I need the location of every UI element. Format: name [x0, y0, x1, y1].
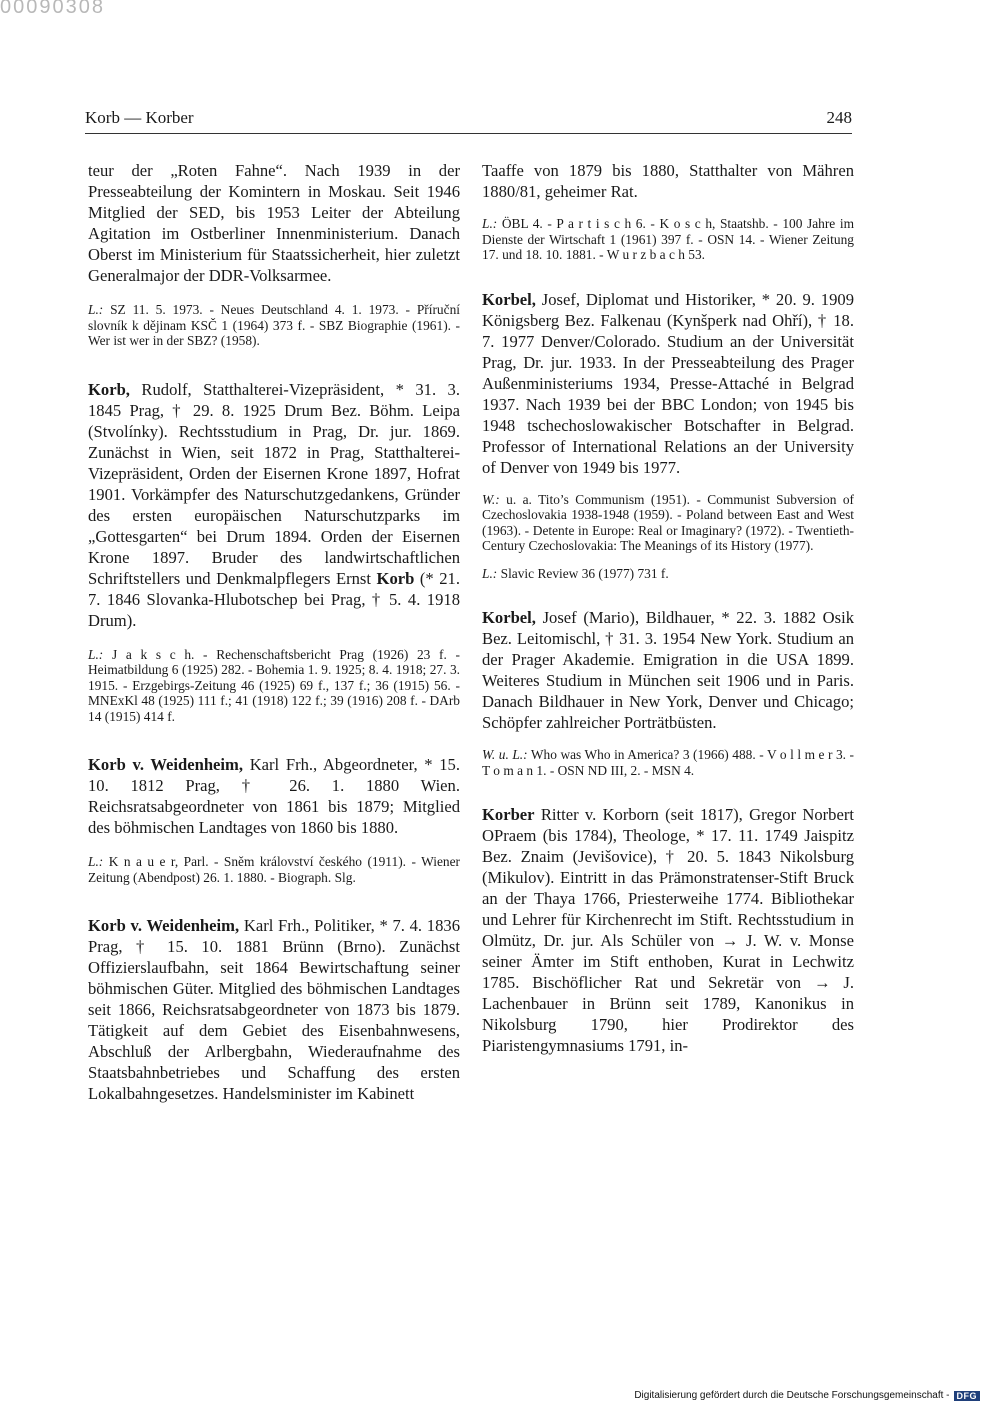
left-column	[88, 160, 460, 1104]
works-text: u. a. Tito’s Communism (1951). - Communist Subversion of Czechoslovakia 1938-1948 (1959). - Poland between East and West (1963). - Detente in Europe: Real or Imaginary? (1972). - Twentieth-Century Czechoslovakia: The Meanings of its History (1977).	[482, 491, 854, 553]
reference-block	[88, 302, 460, 349]
ref-label: L.:	[482, 565, 498, 581]
paragraph: teur der „Roten Fahne“. Nach 1939 in der Presseabteilung der Komintern in Moskau. Seit 1946 Mitglied der SED, bis 1953 Leiter der Abteilung Agitation im Ostberliner Innenministerium. Danach Oberst im Ministerium für Staatssicherheit, hier zuletzt Generalmajor der DDR-Volksarmee.	[88, 161, 460, 285]
ref-text: J a k s c h. - Rechenschaftsbericht Prag (1926) 23 f. - Heimatbildung 6 (1925) 282. - Bohemia 1. 9. 1925; 8. 4. 1918; 27. 3. 1915. - Erzgebirgs-Zeitung 46 (1925) 69 f., 137 f.; 36 (1915) 56. - MNExKl 48 (1925) 111 f.; 41 (1918) 122 f.; 39 (1916) 208 f. - DArb 14 (1915) 414 f.	[88, 646, 460, 724]
header-title: Korb — Korber	[85, 108, 194, 127]
entry-text: Josef (Mario), Bildhauer, * 22. 3. 1882 Osik Bez. Leitomischl, † 31. 3. 1954 New York. Studium an der Prager Akademie. Emigration in die USA 1899. Weiteres Studium in München seit 1906 und in Paris. Danach Bildhauer in New York, Denver und Chicago; Schöpfer zahlreicher Porträtbüsten.	[482, 608, 854, 732]
header-rule	[85, 133, 852, 134]
archive-stamp: 00090308	[0, 0, 105, 18]
entry-korb-rudolf	[88, 379, 460, 631]
reference-block	[88, 854, 460, 885]
entry-korbel-sculptor	[482, 607, 854, 733]
ref-text: K n a u e r, Parl. - Sněm království českého (1911). - Wiener Zeitung (Abendpost) 26. 1. 1880. - Biograph. Slg.	[88, 854, 460, 885]
page-number: 248	[826, 108, 852, 127]
ref-label: L.:	[88, 854, 104, 869]
entry-korber	[482, 804, 854, 1056]
reference-block	[482, 566, 854, 582]
entry-korb-weidenheim-2	[88, 915, 460, 1104]
reference-block	[482, 216, 854, 263]
running-header	[85, 108, 852, 128]
entry-name: Korbel,	[482, 289, 536, 309]
dfg-logo: DFG	[954, 1391, 981, 1401]
entry-name: Korb v. Weidenheim,	[88, 755, 244, 774]
entry-korb-weidenheim-1	[88, 754, 460, 838]
entry-name: Korb v. Weidenheim,	[88, 916, 240, 935]
ref-text: Slavic Review 36 (1977) 731 f.	[500, 565, 669, 581]
entry-name: Korber	[482, 805, 535, 824]
entry-text: Rudolf, Statthalterei-Vizepräsident, * 31. 3. 1845 Prag, † 29. 8. 1925 Drum Bez. Böhm. Leipa (Stvolínky). Rechtsstudium in Prag, Dr. jur. 1869. Zunächst in Wien, seit 1872 in Prag, Statthalterei-Vizepräsident, Orden der Eisernen Krone 1897, Hofrat 1901. Vorkämpfer des Naturschutzgedankens, Gründer des ersten europäischen Naturschutzparks im „Gottesgarten“ bei Drum 1894. Orden der Eisernen Krone 1897. Bruder des landwirtschaftlichen Schriftstellers und Denkmalpflegers Ernst	[88, 379, 460, 588]
entry-name: Korb,	[88, 379, 130, 399]
ref-text: Who was Who in America? 3 (1966) 488. - V o l l m e r 3. - T o m a n 1. - OSN ND III, 2. - MSN 4.	[482, 747, 854, 778]
ref-label: L.:	[482, 216, 498, 231]
reference-block	[482, 747, 854, 778]
entry-text: Karl Frh., Abgeordneter, * 15. 10. 1812 Prag, † 26. 1. 1880 Wien. Reichsratsabgeordneter von 1861 bis 1879; Mitglied des böhmischen Landtages von 1860 bis 1880.	[88, 755, 460, 837]
ref-label: L.:	[88, 646, 104, 662]
entry-text-end: (* 21. 7. 1846 Slovanka-Hlubotschep bei Prag, † 5. 4. 1918 Drum).	[88, 568, 460, 630]
entry-text: Ritter v. Korborn (seit 1817), Gregor Norbert OPraem (bis 1784), Theologe, * 17. 11. 1749 Jaispitz Bez. Znaim (Jevišovice), † 20. 5. 1843 Nikolsburg (Mikulov). Eintritt in das Prämonstratenser-Stift Bruck an der Thaya 1766, Priesterweihe 1774. Bibliothekar und Lehrer für Kirchenrecht im Stift. Rechtsstudium in Olmütz, Dr. jur. Als Schüler von → J. W. v. Monse seiner Ämter im Stift enthoben, Kurat in Lechwitz 1785. Bischöflicher Rat und Sekretär von → J. Lachenbauer in Brünn seit 1789, Kanonikus in Nikolsburg 1790, hier Prodirektor des Piaristengymnasiums 1791, in-	[482, 805, 854, 1055]
entry-crossname: Korb	[376, 568, 415, 588]
right-column	[482, 160, 854, 1056]
entry-korbel-diplomat	[482, 289, 854, 478]
entry-text: Karl Frh., Politiker, * 7. 4. 1836 Prag, † 15. 10. 1881 Brünn (Brno). Zunächst Offizierslaufbahn, seit 1864 Bewirtschaftung seiner böhmischen Güter. Mitglied des böhmischen Landtages seit 1866, Reichsratsabgeordneter von 1873 bis 1879. Tätigkeit auf dem Gebiet des Eisenbahnwesens, Abschluß der Arlbergbahn, Wiederaufnahme des Staatsbahnbetriebes und Schaffung des ersten Lokalbahngesetzes. Handelsminister im Kabinett	[88, 916, 460, 1103]
works-label: W.:	[482, 491, 500, 507]
entry-name: Korbel,	[482, 608, 536, 627]
paragraph: Taaffe von 1879 bis 1880, Statthalter von Mähren 1880/81, geheimer Rat.	[482, 161, 854, 201]
works-block	[482, 492, 854, 554]
entry-text: Josef, Diplomat und Historiker, * 20. 9. 1909 Königsberg Bez. Falkenau (Kynšperk nad Ohří), † 18. 7. 1977 Denver/Colorado. Studium an der Universität Prag, Dr. jur. 1933. In der Presseabteilung des Prager Außenministeriums 1934, Presse-Attaché in Belgrad 1937. Nach 1939 bei der BBC London; von 1945 bis 1948 tschechoslowakischer Botschafter in Belgrad. Professor of International Relations an der University of Denver von 1949 bis 1977.	[482, 289, 854, 477]
reference-block	[88, 647, 460, 725]
ref-label: L.:	[88, 302, 104, 317]
ref-label: W. u. L.:	[482, 747, 528, 762]
ref-text: SZ 11. 5. 1973. - Neues Deutschland 4. 1. 1973. - Příruční slovník k dějinam KSČ 1 (1964) 373 f. - SBZ Biographie (1961). - Wer ist wer in der SBZ? (1958).	[88, 302, 460, 348]
ref-text: ÖBL 4. - P a r t i s c h 6. - K o s c h, Staatshb. - 100 Jahre im Dienste der Wirtschaft 1 (1961) 397 f. - OSN 14. - Wiener Zeitung 17. und 18. 10. 1881. - W u r z b a c h 53.	[482, 216, 854, 262]
footer-text: Digitalisierung gefördert durch die Deutsche Forschungsgemeinschaft -	[634, 1390, 950, 1401]
footer	[634, 1390, 980, 1401]
